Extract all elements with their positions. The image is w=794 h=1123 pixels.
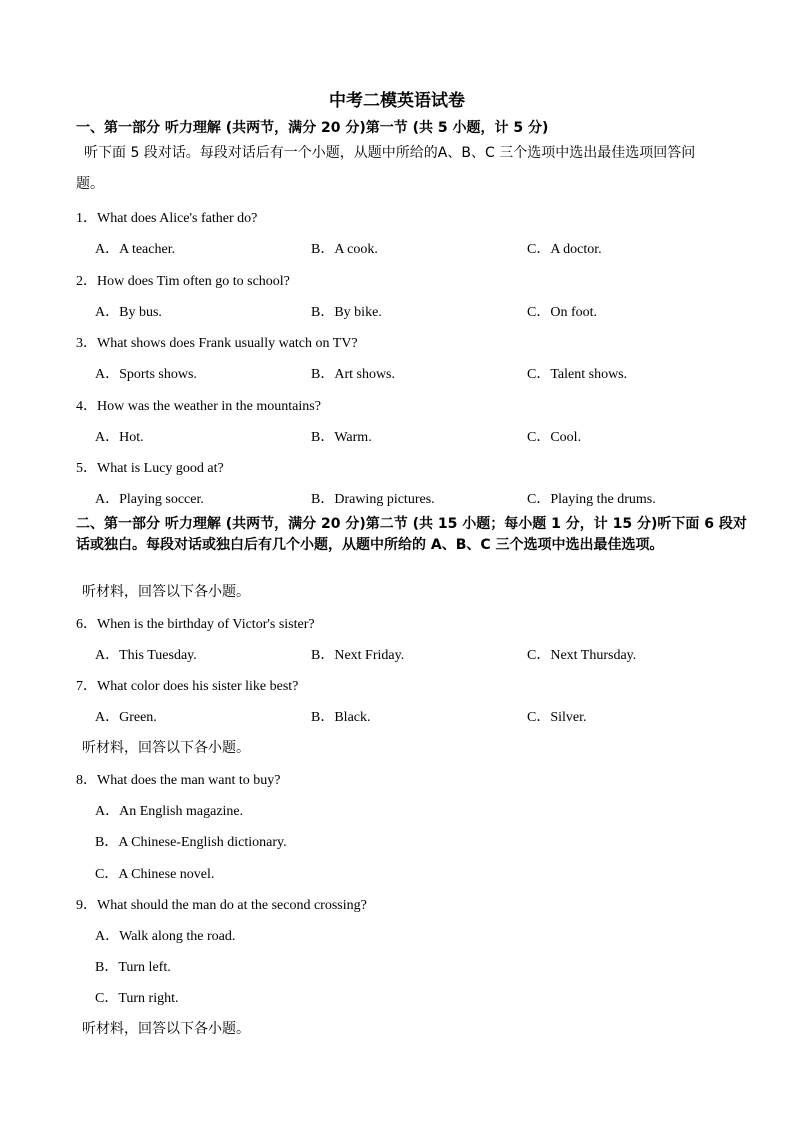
page-title: 中考二模英语试卷 [329, 91, 465, 111]
part1-instructions [76, 138, 748, 200]
question-4-option-c[interactable]: C．Cool. [527, 430, 582, 445]
question-2-option-c[interactable]: C．On foot. [527, 305, 597, 320]
question-7-option-a[interactable]: A．Green. [95, 710, 157, 725]
listen-note: 听材料，回答以下各小题。 [82, 584, 250, 600]
question-4-option-a[interactable]: A．Hot. [95, 430, 144, 445]
question-3-option-a[interactable]: A．Sports shows. [95, 367, 197, 382]
question-9-option-c[interactable]: C．Turn right. [95, 991, 179, 1006]
question-6-stem: 6．When is the birthday of Victor's sister? [76, 617, 315, 632]
question-1-option-a[interactable]: A．A teacher. [95, 242, 176, 257]
instructions-line-1: 听下面 5 段对话。每段对话后有一个小题，从题中所给的A、B、C 三个选项中选出最佳选项回答问 [84, 145, 696, 161]
question-9-stem: 9．What should the man do at the second crossing? [76, 898, 367, 913]
listen-note: 听材料，回答以下各小题。 [82, 740, 250, 756]
question-7-stem: 7．What color does his sister like best? [76, 679, 299, 694]
question-5-option-c[interactable]: C．Playing the drums. [527, 492, 656, 507]
listen-note: 听材料，回答以下各小题。 [82, 1021, 250, 1037]
part1-heading: 一、第一部分 听力理解 (共两节，满分 20 分)第一节 (共 5 小题，计 5 分) [76, 120, 549, 136]
instructions-line-2: 题。 [76, 176, 104, 192]
question-3-option-b[interactable]: B．Art shows. [311, 367, 396, 382]
question-8-option-a[interactable]: A．An English magazine. [95, 804, 244, 819]
question-8-option-c[interactable]: C．A Chinese novel. [95, 867, 215, 882]
question-5-option-a[interactable]: A．Playing soccer. [95, 492, 204, 507]
question-2-option-a[interactable]: A．By bus. [95, 305, 162, 320]
question-9-option-b[interactable]: B．Turn left. [95, 960, 171, 975]
question-5-option-b[interactable]: B．Drawing pictures. [311, 492, 435, 507]
question-7-option-b[interactable]: B．Black. [311, 710, 371, 725]
question-8-stem: 8．What does the man want to buy? [76, 773, 281, 788]
question-9-option-a[interactable]: A．Walk along the road. [95, 929, 236, 944]
question-8-option-b[interactable]: B．A Chinese-English dictionary. [95, 835, 287, 850]
question-4-option-b[interactable]: B．Warm. [311, 430, 372, 445]
question-2-stem: 2．How does Tim often go to school? [76, 274, 290, 289]
question-4-stem: 4．How was the weather in the mountains? [76, 399, 321, 414]
question-7-option-c[interactable]: C．Silver. [527, 710, 587, 725]
question-6-option-b[interactable]: B．Next Friday. [311, 648, 405, 663]
question-3-option-c[interactable]: C．Talent shows. [527, 367, 628, 382]
question-5-stem: 5．What is Lucy good at? [76, 461, 224, 476]
question-6-option-c[interactable]: C．Next Thursday. [527, 648, 637, 663]
question-1-stem: 1．What does Alice's father do? [76, 211, 258, 226]
part2-heading: 二、第一部分 听力理解 (共两节，满分 20 分)第二节 (共 15 小题；每小题 1 分，计 15 分)听下面 6 段对话或独白。每段对话或独白后有几个小题，从题中所给的 A、B、C 三个选项中选出最佳选项。 [76, 516, 747, 553]
question-1-option-b[interactable]: B．A cook. [311, 242, 378, 257]
question-3-stem: 3．What shows does Frank usually watch on TV? [76, 336, 358, 351]
question-6-option-a[interactable]: A．This Tuesday. [95, 648, 197, 663]
question-2-option-b[interactable]: B．By bike. [311, 305, 382, 320]
question-1-option-c[interactable]: C．A doctor. [527, 242, 602, 257]
